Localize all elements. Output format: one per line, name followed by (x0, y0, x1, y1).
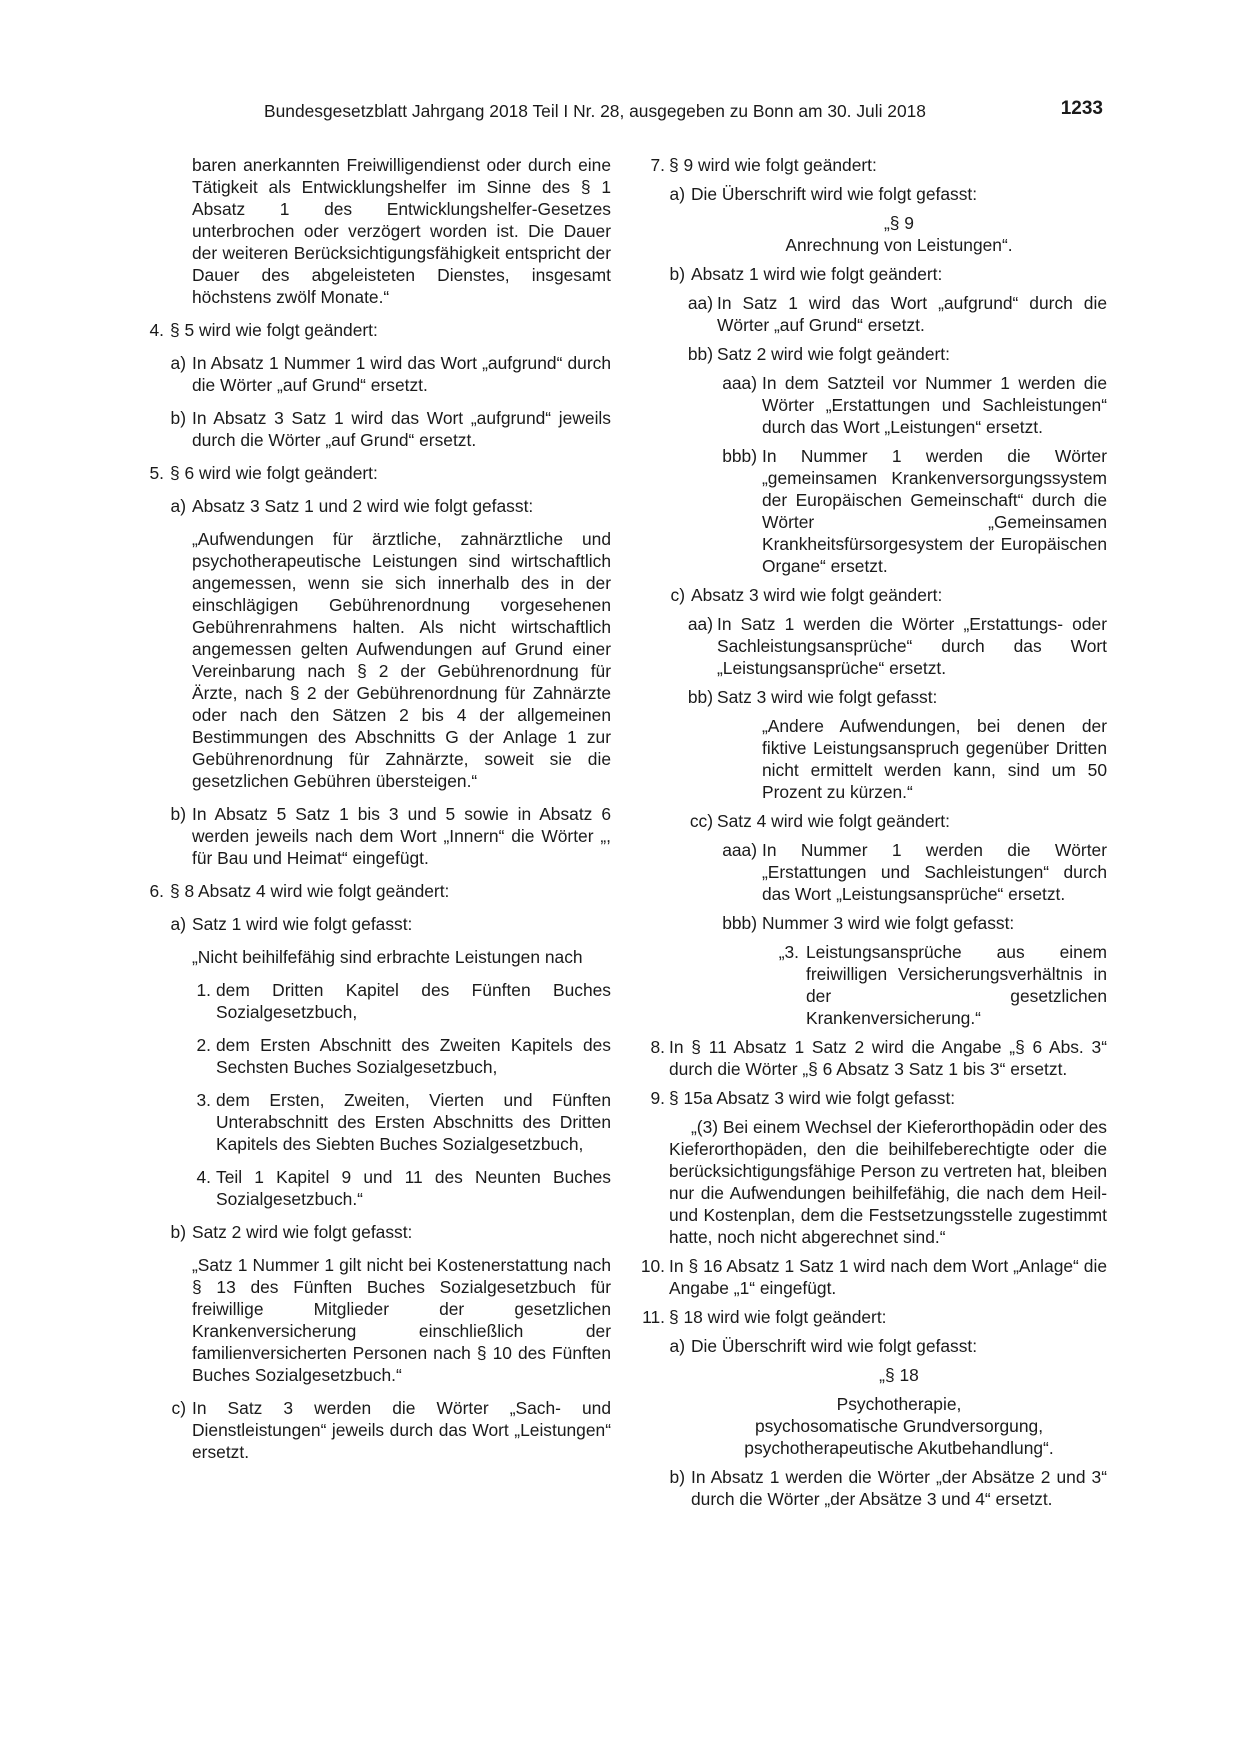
quote-text: „Aufwendungen für ärztliche, zahnärztliche und psychotherapeutische Leistungen sind wirtschaftlich angemessen, wenn sie sich innerhalb des in der einschlägigen Gebührenordnung vorgesehenen Gebührenrahmens halten. Als nicht wirtschaftlich angemessen gelten Aufwendungen auf Grund einer Vereinbarung nach § 2 der Gebührenordnung für Ärzte, nach § 2 der Gebührenordnung für Zahnärzte oder nach den Sätzen 2 bis 4 der allgemeinen Bestimmungen des Abschnitts G der Anlage 1 zur Gebührenordnung für Zahnärzte, soweit sie die gesetzlichen Gebühren übersteigen.“ (192, 529, 611, 791)
list-item-7b-bb (635, 343, 1107, 365)
item-text: In Absatz 3 Satz 1 wird das Wort „aufgrund“ jeweils durch die Wörter „auf Grund“ ersetzt. (192, 408, 611, 450)
item-label: b) (669, 264, 685, 284)
heading-text: Anrechnung von Leistungen“. (785, 235, 1013, 255)
page-number: 1233 (1060, 98, 1103, 119)
item-label: b) (170, 804, 186, 824)
list-item-5b (133, 803, 611, 869)
item-text: Die Überschrift wird wie folgt gefasst: (691, 184, 978, 204)
item-number: 9. (650, 1088, 665, 1108)
list-item-7c-cc (635, 810, 1107, 832)
list-item-5a (133, 495, 611, 517)
item-number: 1. (196, 980, 211, 1000)
list-item-11b (635, 1466, 1107, 1510)
section-heading-title (635, 1437, 1107, 1459)
quoted-text-5a (133, 528, 611, 792)
list-item-7c-aa (635, 613, 1107, 679)
running-header: Bundesgesetzblatt Jahrgang 2018 Teil I Nr. 28, ausgegeben zu Bonn am 30. Juli 2018 (264, 101, 926, 121)
item-number: 3. (196, 1090, 211, 1110)
list-item-7b-bb-aaa (635, 372, 1107, 438)
page-header (0, 100, 1241, 126)
list-item-7c-cc-bbb (635, 912, 1107, 934)
section-heading-number (635, 1364, 1107, 1386)
item-number: 6. (149, 881, 164, 901)
item-label: aaa) (722, 840, 757, 860)
quoted-text-9 (635, 1116, 1107, 1248)
item-text: dem Dritten Kapitel des Fünften Buches Sozialgesetzbuch, (216, 980, 611, 1022)
item-text: Absatz 3 wird wie folgt geändert: (691, 585, 943, 605)
item-label: a) (170, 353, 186, 373)
heading-text: psychotherapeutische Akutbehandlung“. (744, 1438, 1054, 1458)
item-text: dem Ersten Abschnitt des Zweiten Kapitels des Sechsten Buches Sozialgesetzbuch, (216, 1035, 611, 1077)
numbered-list-item (133, 1089, 611, 1155)
quote-text: „Andere Aufwendungen, bei denen der fiktive Leistungsanspruch gegenüber Dritten nicht ermittelt werden kann, sind um 50 Prozent zu kürzen.“ (762, 716, 1107, 802)
item-number: 4. (196, 1167, 211, 1187)
list-item-7c-cc-aaa (635, 839, 1107, 905)
item-text: In Nummer 1 werden die Wörter „gemeinsamen Krankenversorgungssystem der Europäischen Gemeinschaft“ durch die Wörter „Gemeinsamen Krankheitsfürsorgesystem der Europäischen Organe“ ersetzt. (762, 446, 1107, 576)
item-text: Satz 2 wird wie folgt geändert: (717, 344, 950, 364)
item-text: In Satz 1 werden die Wörter „Erstattungs- oder Sachleistungsansprüche“ durch das Wort „Leistungsansprüche“ ersetzt. (717, 614, 1107, 678)
list-item-11a (635, 1335, 1107, 1357)
item-text: In Satz 1 wird das Wort „aufgrund“ durch die Wörter „auf Grund“ ersetzt. (717, 293, 1107, 335)
right-column (635, 154, 1107, 1510)
item-label: a) (170, 496, 186, 516)
item-text: Teil 1 Kapitel 9 und 11 des Neunten Buches Sozialgesetzbuch.“ (216, 1167, 611, 1209)
item-number: 2. (196, 1035, 211, 1055)
item-text: Satz 4 wird wie folgt geändert: (717, 811, 950, 831)
numbered-list-item (133, 979, 611, 1023)
item-number: 7. (650, 155, 665, 175)
section-heading-title (635, 1415, 1107, 1437)
item-number: 11. (642, 1307, 665, 1327)
heading-text: psychosomatische Grundversorgung, (754, 1416, 1044, 1436)
quote-text: „(3) Bei einem Wechsel der Kieferorthopädin oder des Kieferorthopäden, den die beihilfeberechtigte oder die berücksichtigungsfähige Person zu vertreten hat, bleiben nur die Aufwendungen beihilfefähig, die nach dem Heil- und Kostenplan, dem die Festsetzungsstelle zugestimmt hatte, noch nicht abgerechnet sind.“ (669, 1117, 1107, 1247)
numbered-list-item (133, 1166, 611, 1210)
item-text: Satz 1 wird wie folgt gefasst: (192, 914, 413, 934)
item-text: In Absatz 1 Nummer 1 wird das Wort „aufgrund“ durch die Wörter „auf Grund“ ersetzt. (192, 353, 611, 395)
item-number: 8. (650, 1037, 665, 1057)
item-label: a) (669, 184, 685, 204)
list-item-8 (635, 1036, 1107, 1080)
item-text: Nummer 3 wird wie folgt gefasst: (762, 913, 1015, 933)
list-item-7a (635, 183, 1107, 205)
item-label: b) (170, 408, 186, 428)
list-item-4b (133, 407, 611, 451)
heading-text: Psychotherapie, (836, 1394, 962, 1414)
item-text: § 9 wird wie folgt geändert: (669, 155, 877, 175)
item-label: bb) (687, 687, 713, 707)
heading-text: „§ 9 (884, 213, 914, 233)
item-label: aa) (687, 293, 713, 313)
item-number: „3. (778, 942, 799, 962)
item-number: 10. (640, 1256, 665, 1276)
item-label: aaa) (722, 373, 757, 393)
item-text: In dem Satzteil vor Nummer 1 werden die Wörter „Erstattungen und Sachleistungen“ durch das Wort „Leistungen“ ersetzt. (762, 373, 1107, 437)
item-text: In § 11 Absatz 1 Satz 2 wird die Angabe „§ 6 Abs. 3“ durch die Wörter „§ 6 Absatz 3 Satz 1 bis 3“ ersetzt. (669, 1037, 1107, 1079)
item-text: In Absatz 5 Satz 1 bis 3 und 5 sowie in Absatz 6 werden jeweils nach dem Wort „Innern“ die Wörter „, für Bau und Heimat“ eingefügt. (192, 804, 611, 868)
quoted-text-6a (133, 946, 611, 968)
list-item-7c (635, 584, 1107, 606)
list-item-4 (133, 319, 611, 341)
list-item-10 (635, 1255, 1107, 1299)
list-item-6b (133, 1221, 611, 1243)
item-label: c) (171, 1398, 186, 1418)
list-item-7b-bb-bbb (635, 445, 1107, 577)
section-heading-title (635, 1393, 1107, 1415)
item-text: Satz 2 wird wie folgt gefasst: (192, 1222, 413, 1242)
quoted-text-6b (133, 1254, 611, 1386)
item-text: § 15a Absatz 3 wird wie folgt gefasst: (669, 1088, 956, 1108)
item-text: dem Ersten, Zweiten, Vierten und Fünften Unterabschnitt des Ersten Abschnitts des Dritten Kapitels des Siebten Buches Sozialgesetzbuch, (216, 1090, 611, 1154)
item-text: § 5 wird wie folgt geändert: (170, 320, 378, 340)
item-text: Leistungsansprüche aus einem freiwilligen Versicherungsverhältnis in der gesetzlichen Krankenversicherung.“ (806, 942, 1107, 1028)
quoted-list-item-3 (635, 941, 1107, 1029)
numbered-list-item (133, 1034, 611, 1078)
item-label: bbb) (722, 913, 757, 933)
item-text: Absatz 3 Satz 1 und 2 wird wie folgt gefasst: (192, 496, 534, 516)
item-label: bbb) (722, 446, 757, 466)
list-item-7b-aa (635, 292, 1107, 336)
list-item-7c-bb (635, 686, 1107, 708)
item-number: 4. (149, 320, 164, 340)
list-item-5 (133, 462, 611, 484)
paragraph-text: baren anerkannten Freiwilligendienst oder durch eine Tätigkeit als Entwicklungshelfer im Sinne des § 1 Absatz 1 des Entwicklungshelfer-Gesetzes unterbrochen oder verzögert worden ist. Die Dauer der weiteren Berücksichtigungsfähigkeit entspricht der Dauer des abgeleisteten Dienstes, insgesamt höchstens zwölf Monate.“ (192, 155, 611, 307)
item-label: b) (170, 1222, 186, 1242)
continued-paragraph (133, 154, 611, 308)
item-text: Die Überschrift wird wie folgt gefasst: (691, 1336, 978, 1356)
list-item-11 (635, 1306, 1107, 1328)
item-text: § 18 wird wie folgt geändert: (669, 1307, 887, 1327)
list-item-6a (133, 913, 611, 935)
item-text: In § 16 Absatz 1 Satz 1 wird nach dem Wort „Anlage“ die Angabe „1“ eingefügt. (669, 1256, 1107, 1298)
list-item-4a (133, 352, 611, 396)
item-text: Satz 3 wird wie folgt gefasst: (717, 687, 938, 707)
list-item-7b (635, 263, 1107, 285)
item-label: a) (170, 914, 186, 934)
quote-text: „Satz 1 Nummer 1 gilt nicht bei Kostenerstattung nach § 13 des Fünften Buches Sozialgesetzbuch für freiwillige Mitglieder der gesetzlichen Krankenversicherung einschließlich der familienversicherten Personen nach § 10 des Fünften Buches Sozialgesetzbuch.“ (192, 1255, 611, 1385)
item-label: c) (670, 585, 685, 605)
quoted-text-7c-bb (635, 715, 1107, 803)
item-label: a) (669, 1336, 685, 1356)
item-text: In Satz 3 werden die Wörter „Sach- und Dienstleistungen“ jeweils durch das Wort „Leistungen“ ersetzt. (192, 1398, 611, 1462)
list-item-6 (133, 880, 611, 902)
list-item-6c (133, 1397, 611, 1463)
section-heading-number (635, 212, 1107, 234)
item-text: § 6 wird wie folgt geändert: (170, 463, 378, 483)
item-label: aa) (687, 614, 713, 634)
item-label: b) (669, 1467, 685, 1487)
item-text: In Nummer 1 werden die Wörter „Erstattungen und Sachleistungen“ durch das Wort „Leistungsansprüche“ ersetzt. (762, 840, 1107, 904)
section-heading-title (635, 234, 1107, 256)
list-item-7 (635, 154, 1107, 176)
item-text: Absatz 1 wird wie folgt geändert: (691, 264, 943, 284)
heading-text: „§ 18 (879, 1365, 919, 1385)
quote-text: „Nicht beihilfefähig sind erbrachte Leistungen nach (192, 947, 583, 967)
item-label: bb) (687, 344, 713, 364)
left-column (133, 154, 611, 1463)
item-number: 5. (149, 463, 164, 483)
item-text: In Absatz 1 werden die Wörter „der Absätze 2 und 3“ durch die Wörter „der Absätze 3 und 4“ ersetzt. (691, 1467, 1107, 1509)
item-text: § 8 Absatz 4 wird wie folgt geändert: (170, 881, 450, 901)
list-item-9 (635, 1087, 1107, 1109)
item-label: cc) (689, 811, 713, 831)
